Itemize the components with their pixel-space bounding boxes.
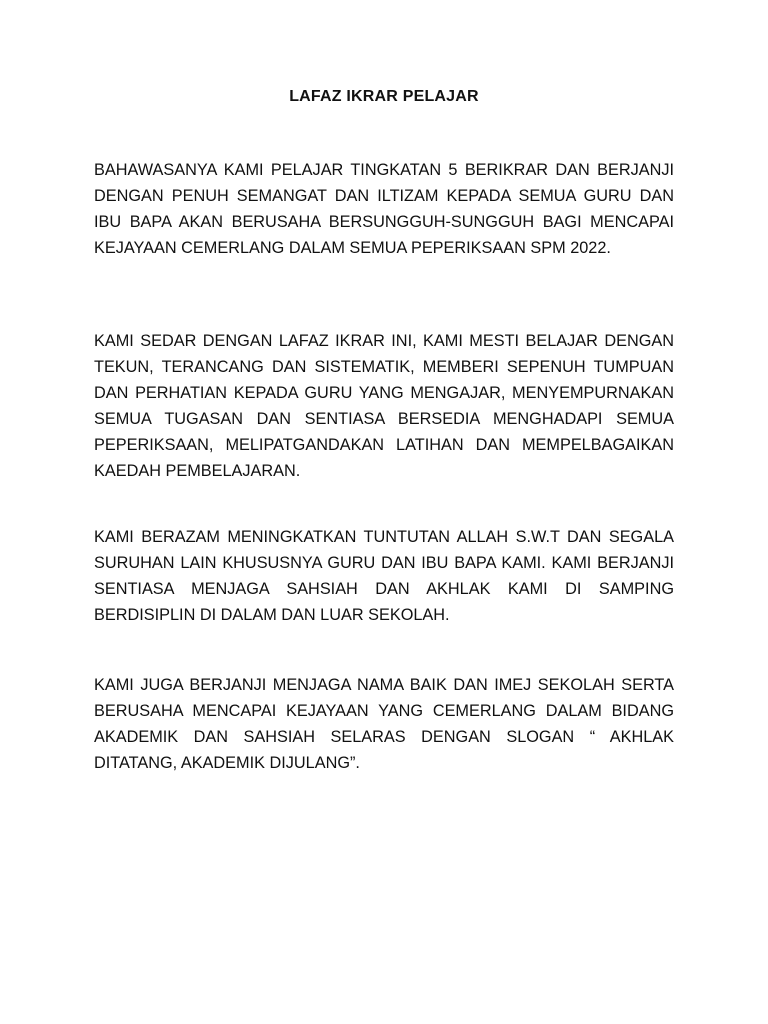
paragraph-1: BAHAWASANYA KAMI PELAJAR TINGKATAN 5 BERIKRAR DAN BERJANJI DENGAN PENUH SEMANGAT DAN ILTIZAM KEPADA SEMUA GURU DAN IBU BAPA AKAN BERUSAHA BERSUNGGUH-SUNGGUH BAGI MENCAPAI KEJAYAAN CEMERLANG DALAM SEMUA PEPERIKSAAN SPM 2022. bbox=[94, 161, 674, 257]
document-title: LAFAZ IKRAR PELAJAR bbox=[289, 88, 479, 105]
paragraph-4: KAMI JUGA BERJANJI MENJAGA NAMA BAIK DAN IMEJ SEKOLAH SERTA BERUSAHA MENCAPAI KEJAYAAN YANG CEMERLANG DALAM BIDANG AKADEMIK DAN SAHSIAH SELARAS DENGAN SLOGAN “ AKHLAK DITATANG, AKADEMIK DIJULANG”. bbox=[94, 676, 674, 772]
paragraph-3: KAMI BERAZAM MENINGKATKAN TUNTUTAN ALLAH S.W.T DAN SEGALA SURUHAN LAIN KHUSUSNYA GURU DAN IBU BAPA KAMI. KAMI BERJANJI SENTIASA MENJAGA SAHSIAH DAN AKHLAK KAMI DI SAMPING BERDISIPLIN DI DALAM DAN LUAR SEKOLAH. bbox=[94, 528, 674, 624]
paragraph-2: KAMI SEDAR DENGAN LAFAZ IKRAR INI, KAMI MESTI BELAJAR DENGAN TEKUN, TERANCANG DAN SISTEMATIK, MEMBERI SEPENUH TUMPUAN DAN PERHATIAN KEPADA GURU YANG MENGAJAR, MENYEMPURNAKAN SEMUA TUGASAN DAN SENTIASA BERSEDIA MENGHADAPI SEMUA PEPERIKSAAN, MELIPATGANDAKAN LATIHAN DAN MEMPELBAGAIKAN KAEDAH PEMBELAJARAN. bbox=[94, 332, 674, 480]
